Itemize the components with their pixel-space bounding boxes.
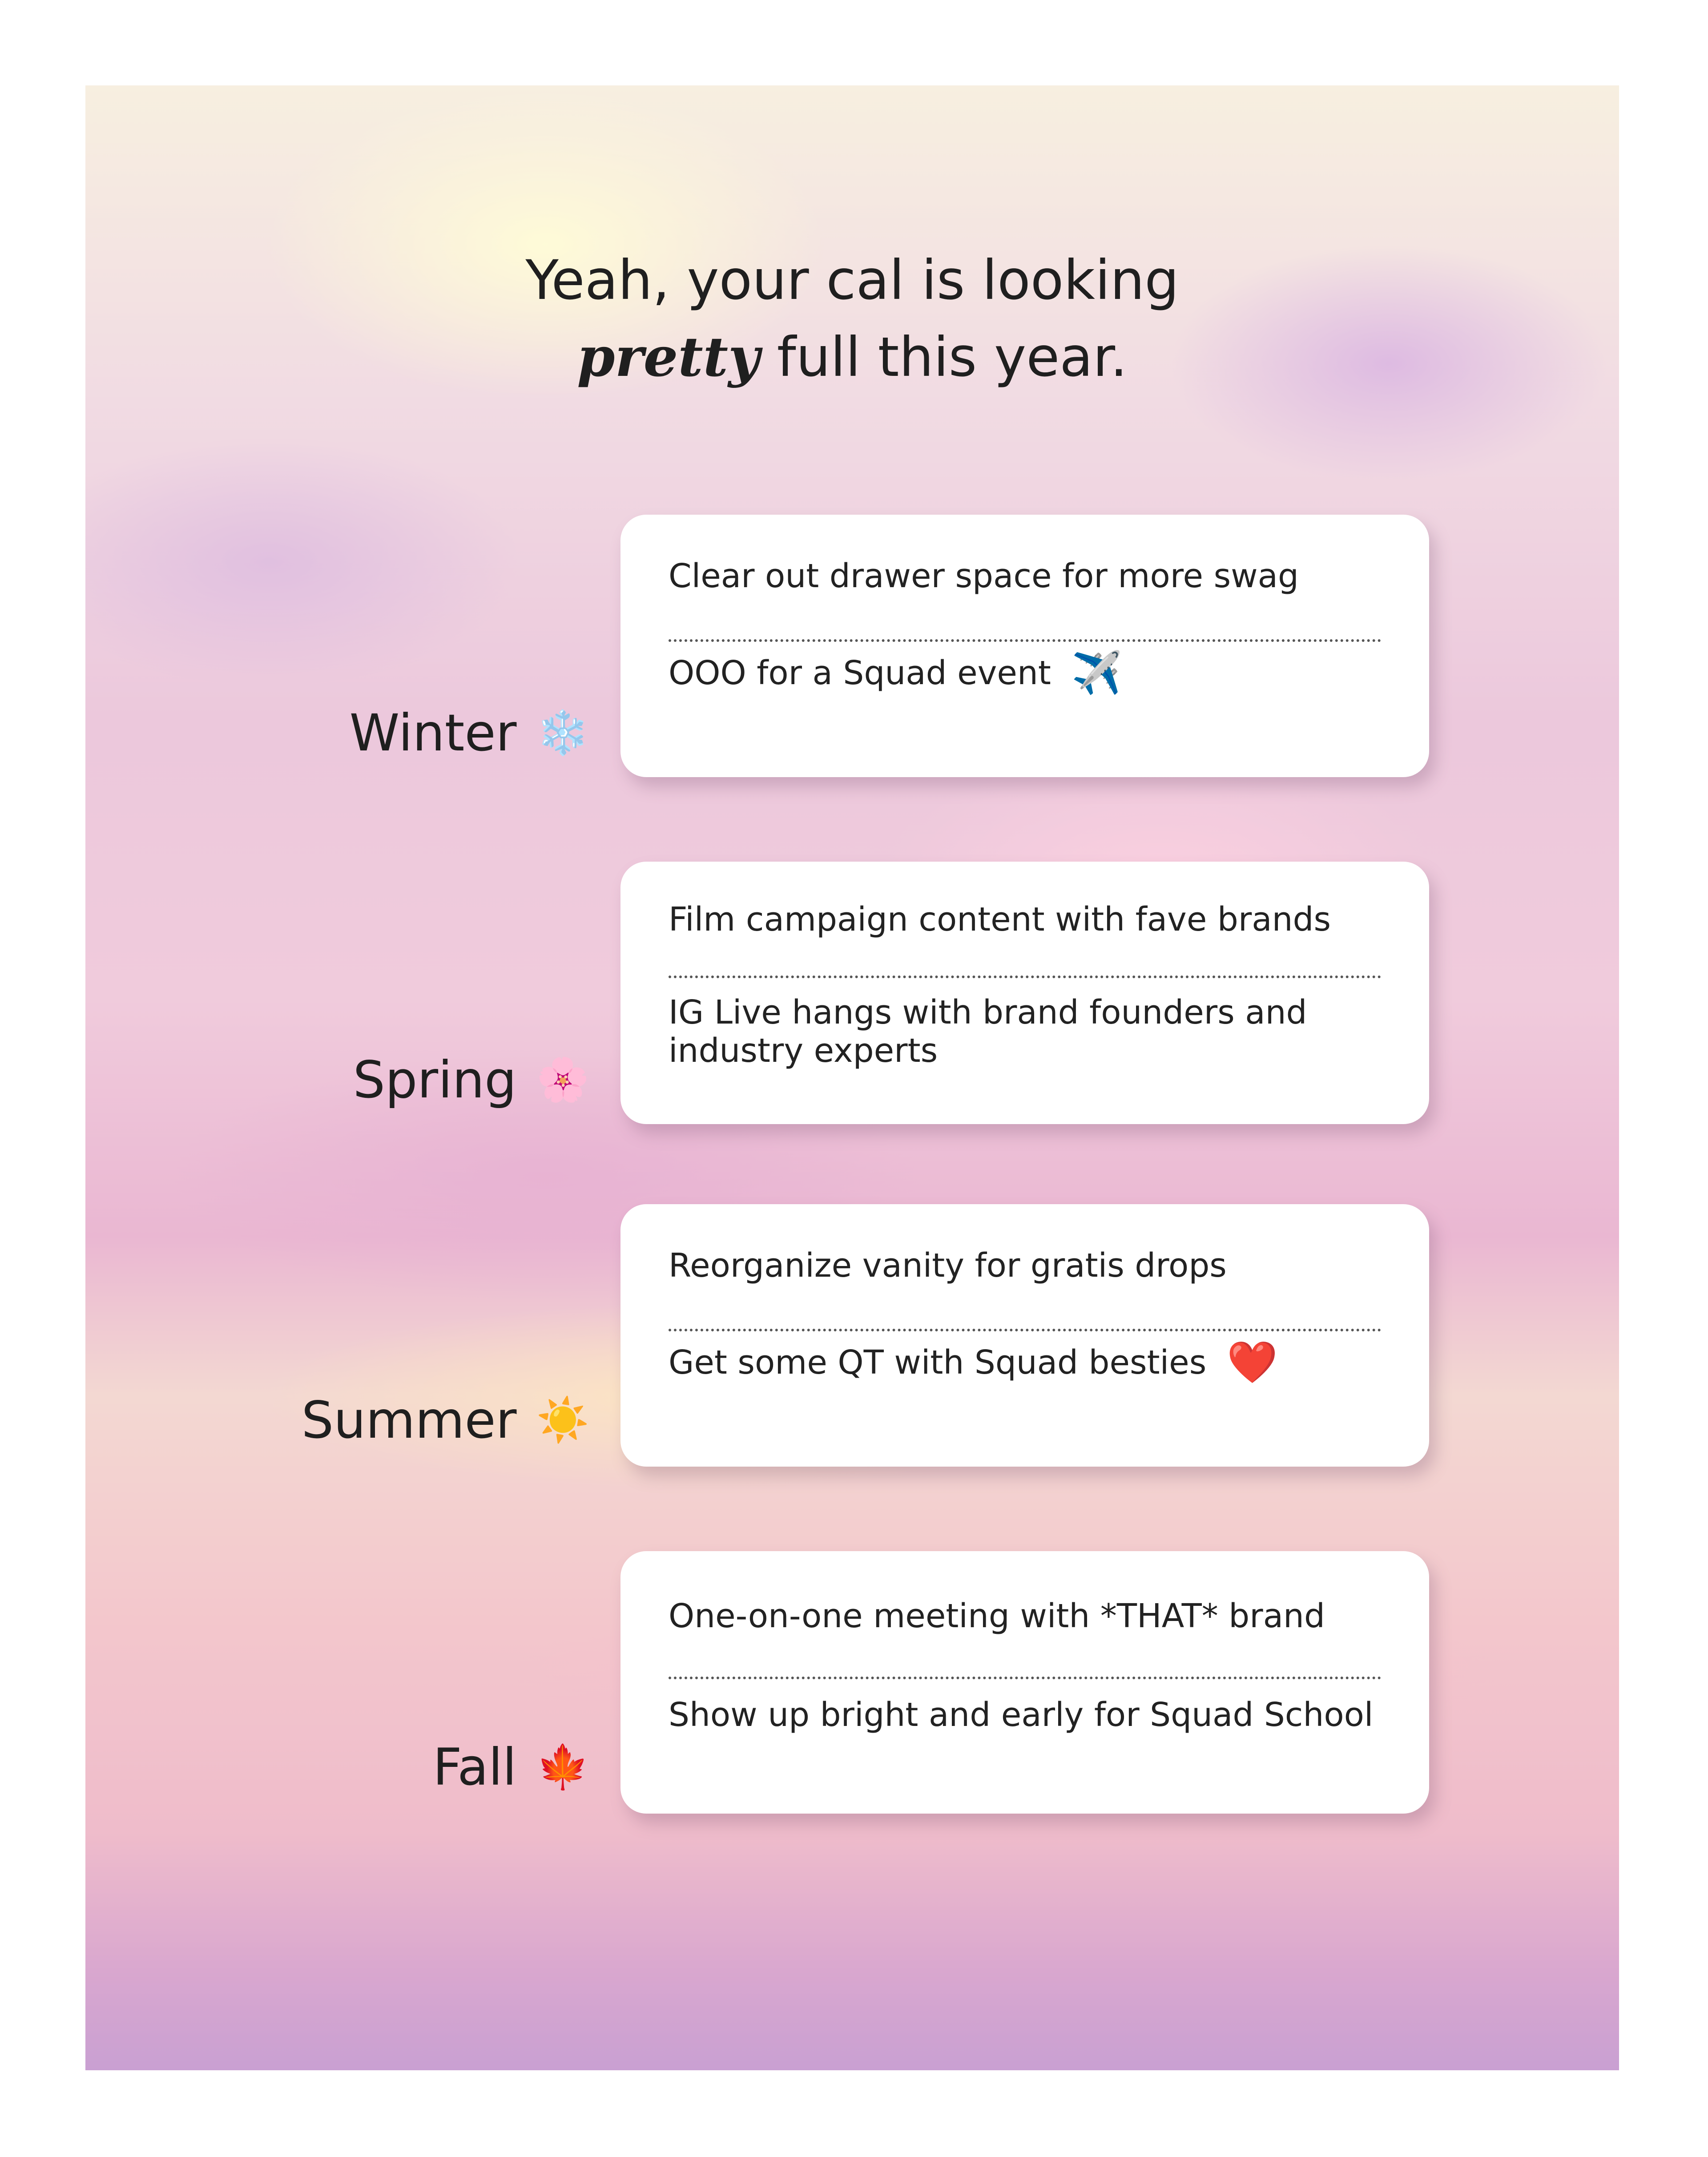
season-card-fall [620,1551,1429,1814]
season-card-summer [620,1204,1429,1467]
heart-icon: ❤️ [1227,1339,1278,1386]
dotted-divider [669,1329,1381,1331]
list-item [669,1336,1381,1389]
dotted-divider [669,976,1381,978]
title-line-2 [85,319,1619,395]
list-item [669,1247,1381,1284]
item-text: Show up bright and early for Squad School [669,1696,1374,1734]
season-label-winter [350,697,589,768]
season-label-summer [302,1384,589,1455]
list-item [669,1696,1381,1734]
item-text: Reorganize vanity for gratis drops [669,1246,1227,1285]
sun-icon: ☀️ [536,1395,589,1445]
season-name: Summer [301,1390,517,1450]
cherry-blossom-icon: 🌸 [536,1055,589,1105]
item-text: Clear out drawer space for more swag [669,557,1299,595]
item-text: OOO for a Squad event [669,654,1051,692]
item-text: Film campaign content with fave brands [669,900,1331,939]
season-name: Spring [353,1050,517,1109]
item-text: One-on-one meeting with *THAT* brand [669,1597,1325,1635]
list-item [669,1597,1381,1635]
item-text: Get some QT with Squad besties [669,1343,1207,1382]
season-label-spring [353,1044,589,1115]
airplane-icon: ✈️ [1071,649,1123,697]
snowflake-icon: ❄️ [536,708,589,758]
dotted-divider [669,639,1381,642]
list-item [669,901,1381,938]
list-item [669,993,1381,1070]
list-item [669,557,1381,595]
title-emphasis: pretty [577,325,760,389]
title-line-2-rest: full this year. [777,326,1128,389]
season-card-spring [620,862,1429,1124]
poster-background [85,85,1619,2070]
season-label-fall [433,1731,589,1802]
dotted-divider [669,1677,1381,1679]
season-name: Winter [349,703,517,762]
list-item [669,646,1381,700]
item-text: IG Live hangs with brand founders and industry experts [669,993,1307,1070]
page-title [85,242,1619,395]
season-card-winter [620,515,1429,777]
title-line-1: Yeah, your cal is looking [525,249,1179,312]
maple-leaf-icon: 🍁 [536,1742,589,1792]
season-name: Fall [433,1737,517,1797]
